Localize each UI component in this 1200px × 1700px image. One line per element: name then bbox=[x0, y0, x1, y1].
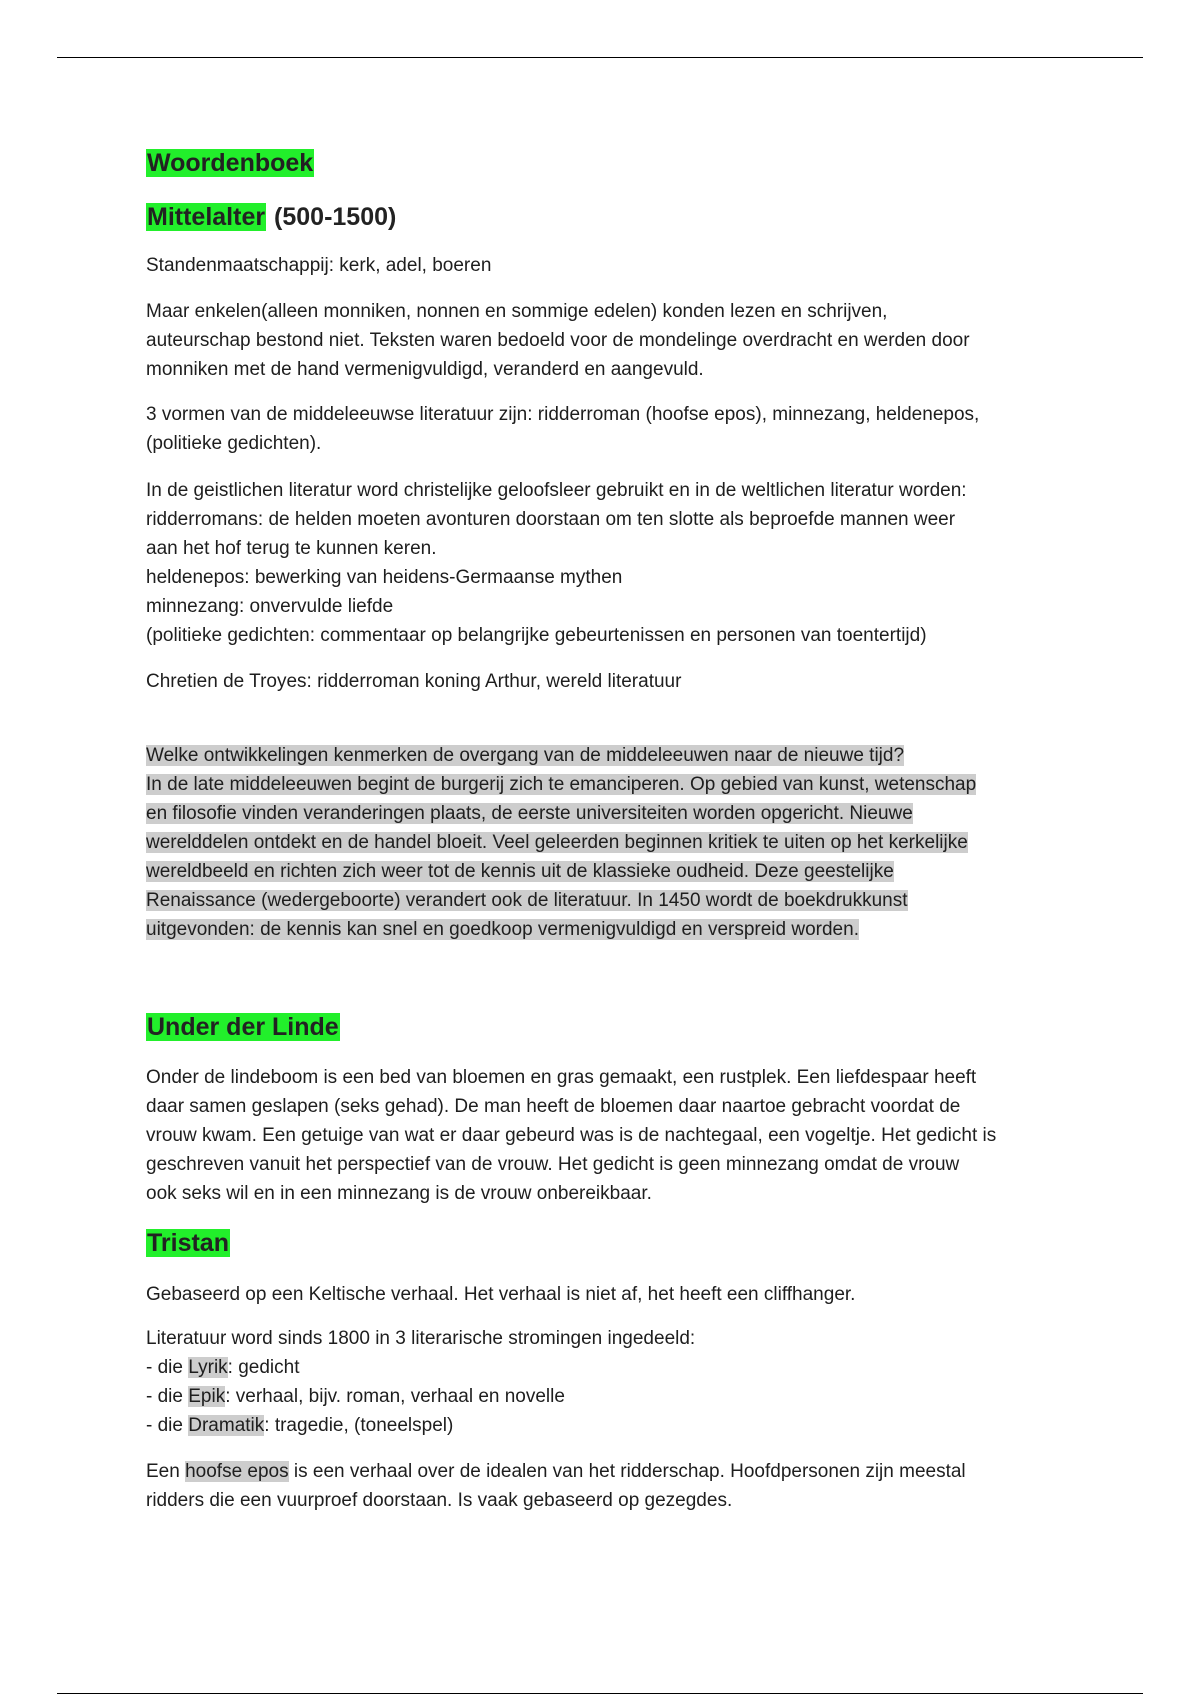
list-item: - die Epik: verhaal, bijv. roman, verhaal en novelle bbox=[146, 1386, 565, 1407]
paragraph-lindeboom: Onder de lindeboom is een bed van bloemen en gras gemaakt, een rustplek. Een liefdespaar heeft daar samen geslapen (seks gehad). De man heeft de bloemen daar naartoe gebracht voordat de vrouw kwam. Een getuige van wat er daar gebeurd was is de nachtegaal, een vogeltje. Het gedicht is geschreven vanuit het perspectief van de vrouw. Het gedicht is geen minnezang omdat de vrouw ook seks wil en in een minnezang is de vrouw onbereikbaar. bbox=[146, 1067, 997, 1204]
heading-under-der-linde: Under der Linde bbox=[147, 1013, 339, 1041]
heading-mittelalter: Mittelalter (500-1500) bbox=[147, 203, 397, 231]
paragraph-chretien: Chretien de Troyes: ridderroman koning Arthur, wereld literatuur bbox=[146, 671, 682, 692]
paragraph-literatur-soorten: In de geistlichen literatur word christelijke geloofsleer gebruikt en in de weltlichen literatur worden: ridderromans: de helden moeten avonturen doorstaan om ten slotte als beproefde mannen weer aan het hof terug te kunnen keren. heldenepos: bewerking van heidens-Germaanse mythen minnezang: onvervulde liefde (politieke gedichten: commentaar op belangrijke gebeurtenissen en personen van toentertijd) bbox=[146, 480, 967, 646]
header-rule bbox=[57, 57, 1143, 58]
heading-tristan: Tristan bbox=[147, 1229, 229, 1257]
paragraph-vormen: 3 vormen van de middeleeuwse literatuur zijn: ridderroman (hoofse epos), minnezang, heldenepos, (politieke gedichten). bbox=[146, 404, 980, 454]
heading-woordenboek: Woordenboek bbox=[147, 149, 314, 177]
highlighted-paragraph-nieuwe-tijd: Welke ontwikkelingen kenmerken de overgang van de middeleeuwen naar de nieuwe tijd? In de late middeleeuwen begint de burgerij zich te emanciperen. Op gebied van kunst, wetenschap en filosofie vinden veranderingen plaats, de eerste universiteiten worden opgericht. Nieuwe werelddelen ontdekt en de handel bloeit. Veel geleerden beginnen kritiek te uiten op het kerkelijke wereldbeeld en richten zich weer tot de kennis uit de klassieke oudheid. Deze geestelijke Renaissance (wedergeboorte) verandert ook de literatuur. In 1450 wordt de boekdrukkunst uitgevonden: de kennis kan snel en goedkoop vermenigvuldigd en verspreid worden. bbox=[146, 745, 977, 940]
list-item: - die Lyrik: gedicht bbox=[146, 1357, 300, 1378]
paragraph-hoofse-epos: Een hoofse epos is een verhaal over de idealen van het ridderschap. Hoofdpersonen zijn meestal ridders die een vuurproef doorstaan. Is vaak gebaseerd op gezegdes. bbox=[146, 1461, 966, 1511]
paragraph-auteurschap: Maar enkelen(alleen monniken, nonnen en sommige edelen) konden lezen en schrijven, auteurschap bestond niet. Teksten waren bedoeld voor de mondelinge overdracht en werden door monniken met de hand vermenigvuldigd, veranderd en aangevuld. bbox=[146, 301, 970, 380]
paragraph-standenmaatschappij: Standenmaatschappij: kerk, adel, boeren bbox=[146, 255, 492, 276]
paragraph-stromingen: Literatuur word sinds 1800 in 3 literarische stromingen ingedeeld: - die Lyrik: gedicht - die Epik: verhaal, bijv. roman, verhaal en novelle - die Dramatik: tragedie, (toneelspel) bbox=[146, 1324, 1046, 1440]
list-item: - die Dramatik: tragedie, (toneelspel) bbox=[146, 1415, 454, 1436]
footer-rule bbox=[57, 1693, 1143, 1694]
paragraph-keltische-verhaal: Gebaseerd op een Keltische verhaal. Het verhaal is niet af, het heeft een cliffhanger. bbox=[146, 1284, 856, 1305]
